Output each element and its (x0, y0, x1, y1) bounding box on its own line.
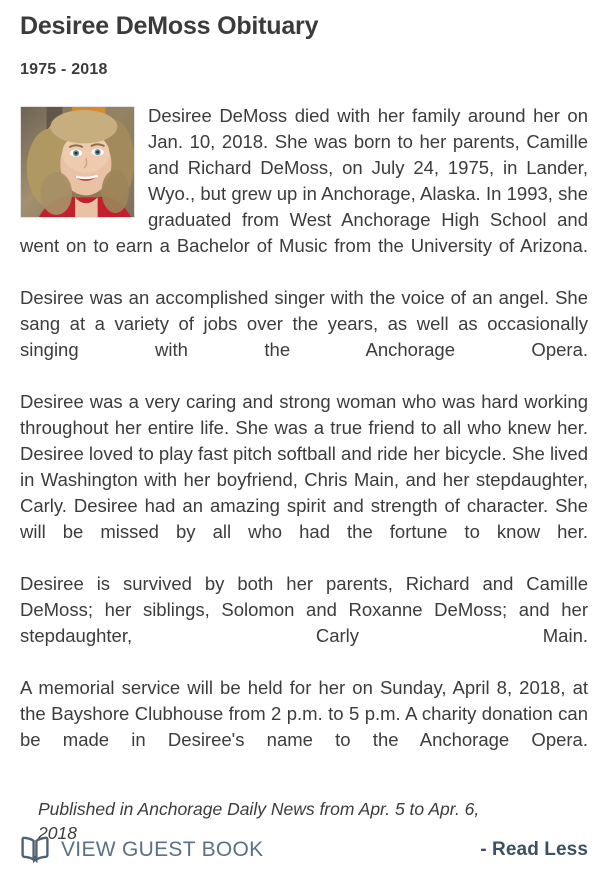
view-guest-book-label: VIEW GUEST BOOK (61, 838, 264, 861)
obituary-body (20, 80, 588, 779)
life-dates: 1975 - 2018 (20, 61, 108, 78)
obituary-paragraph: Desiree is survived by both her parents, Richard and Camille DeMoss; her siblings, Solomon and Roxanne DeMoss; and her stepdaughter, Carly Main. (20, 573, 588, 646)
open-book-icon (20, 836, 50, 864)
obituary-paragraph: Desiree was a very caring and strong woman who was hard working throughout her entire life. She was a true friend to all who knew her. Desiree loved to play fast pitch softball and ride her bicycle. She lived in Washington with her boyfriend, Chris Main, and her stepdaughter, Carly. Desiree had an amazing spirit and strength of character. She will be missed by all who had the fortune to know her. (20, 391, 588, 542)
footer-actions (20, 836, 588, 864)
obituary-paragraph: A memorial service will be held for her on Sunday, April 8, 2018, at the Bayshore Clubhouse from 2 p.m. to 5 p.m. A charity donation can be made in Desiree's name to the Anchorage Opera. (20, 677, 588, 750)
portrait-photo (20, 106, 135, 218)
obituary-paragraph: Desiree was an accomplished singer with the voice of an angel. She sang at a variety of jobs over the years, as well as occasionally singing with the Anchorage Opera. (20, 287, 588, 360)
view-guest-book-button[interactable] (20, 836, 263, 864)
obituary-paragraph: Desiree DeMoss died with her family around her on Jan. 10, 2018. She was born to her parents, Camille and Richard DeMoss, on July 24, 1975, in Lander, Wyo., but grew up in Anchorage, Alaska. In 1993, she graduated from West Anchorage High School and went on to earn a Bachelor of Music from the University of Arizona. (20, 105, 588, 256)
read-less-link[interactable]: - Read Less (480, 839, 588, 860)
published-credit: Published in Anchorage Daily News from Apr. 5 to Apr. 6, 2018 (38, 799, 480, 843)
page-title: Desiree DeMoss Obituary (20, 12, 319, 40)
